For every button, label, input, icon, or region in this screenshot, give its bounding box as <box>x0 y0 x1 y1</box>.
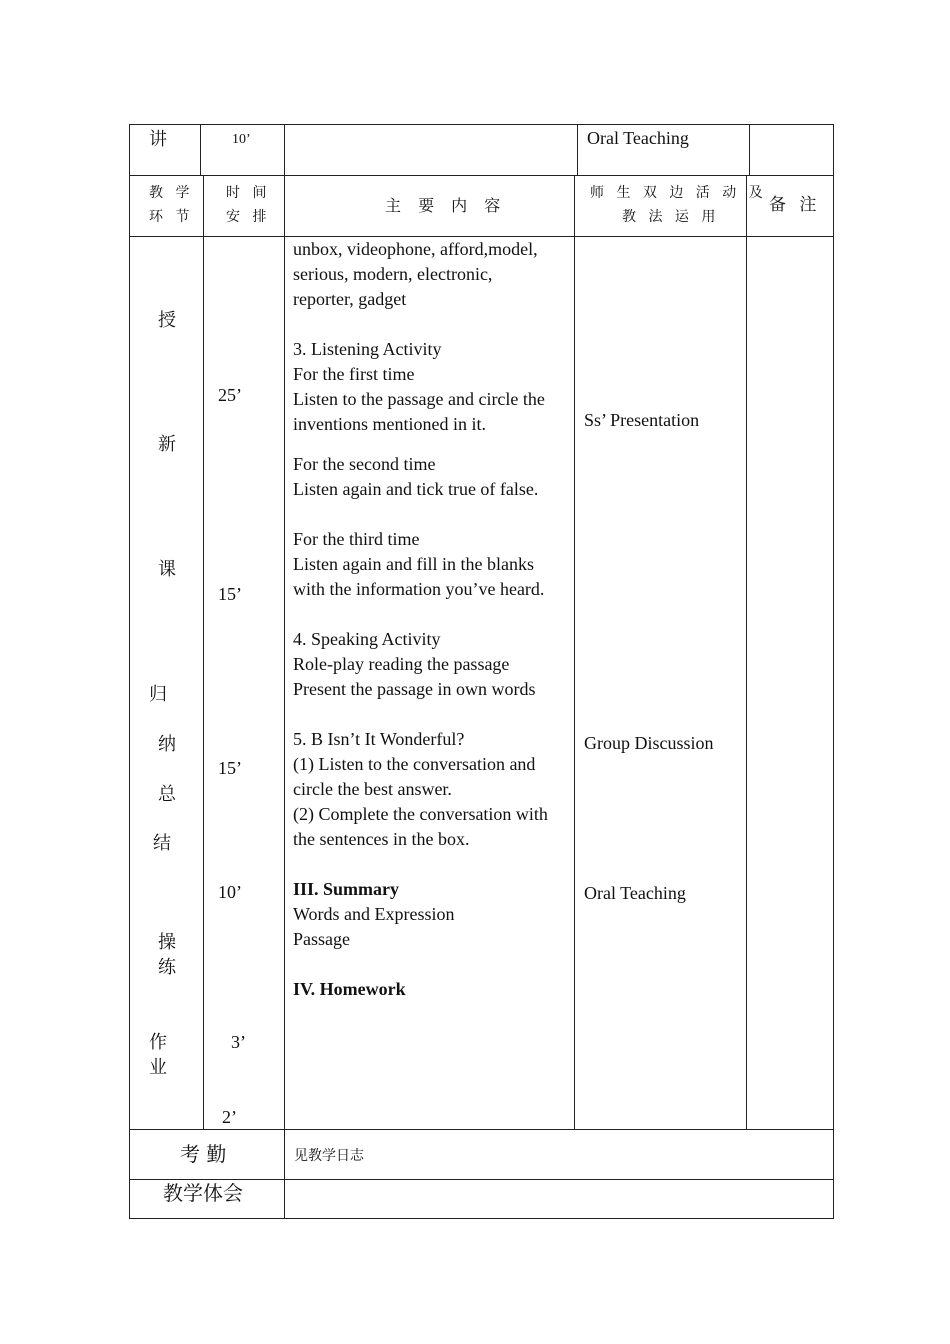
stage-char: 课 <box>158 559 176 580</box>
header-stage-line1: 教 学 <box>149 185 194 201</box>
top-row-section: 讲 <box>149 129 167 150</box>
stage-char: 作 <box>149 1032 167 1053</box>
stage-char: 纳 <box>158 734 176 755</box>
column-divider <box>200 124 201 176</box>
column-divider <box>203 175 204 1130</box>
vocab-line: reporter, gadget <box>293 289 407 309</box>
summary-title: III. Summary <box>293 879 400 899</box>
header-notes: 备 注 <box>769 195 821 215</box>
third-time-label: For the third time <box>293 529 420 549</box>
speaking-task-line: Present the passage in own words <box>293 679 536 699</box>
row-divider <box>129 1179 834 1180</box>
time-value: 10’ <box>218 882 242 902</box>
activity-item: Group Discussion <box>584 733 714 753</box>
third-task-line: Listen again and fill in the blanks <box>293 554 534 574</box>
speaking-task-line: Role-play reading the passage <box>293 654 510 674</box>
row-divider <box>129 175 834 176</box>
summary-item: Words and Expression <box>293 904 455 924</box>
first-time-label: For the first time <box>293 364 415 384</box>
header-activity-line2: 教 法 运 用 <box>622 209 720 225</box>
time-value: 15’ <box>218 584 242 604</box>
third-task-line: with the information you’ve heard. <box>293 579 545 599</box>
attendance-value: 见教学日志 <box>294 1148 364 1164</box>
activity-item: Oral Teaching <box>584 883 686 903</box>
time-value: 2’ <box>222 1107 237 1127</box>
stage-char: 授 <box>158 310 176 331</box>
stage-char: 新 <box>158 434 176 455</box>
table-border-right <box>833 124 834 1219</box>
column-divider <box>577 124 578 176</box>
time-value: 15’ <box>218 758 242 778</box>
homework-title: IV. Homework <box>293 979 406 999</box>
second-task-line: Listen again and tick true of false. <box>293 479 539 499</box>
table-border-top <box>129 124 834 125</box>
table-border-left <box>129 124 130 1219</box>
header-activity-line1: 师 生 双 边 活 动 及 <box>590 185 767 201</box>
column-divider <box>284 175 285 1219</box>
stage-char: 归 <box>149 684 167 705</box>
b-task-line: (1) Listen to the conversation and <box>293 754 536 774</box>
b-task-line: the sentences in the box. <box>293 829 470 849</box>
first-task-line: inventions mentioned in it. <box>293 414 486 434</box>
b-section-title: 5. B Isn’t It Wonderful? <box>293 729 465 749</box>
column-divider <box>574 175 575 1130</box>
top-row-method: Oral Teaching <box>587 128 689 148</box>
time-value: 3’ <box>231 1032 246 1052</box>
summary-item: Passage <box>293 929 350 949</box>
attendance-label: 考 勤 <box>180 1142 227 1166</box>
stage-char: 结 <box>153 833 171 854</box>
column-divider <box>746 175 747 1130</box>
column-divider <box>749 124 750 176</box>
speaking-title: 4. Speaking Activity <box>293 629 441 649</box>
stage-char: 练 <box>158 957 176 978</box>
vocab-line: unbox, videophone, afford,model, <box>293 239 538 259</box>
vocab-line: serious, modern, electronic, <box>293 264 493 284</box>
b-task-line: circle the best answer. <box>293 779 452 799</box>
header-time-line1: 时 间 <box>226 185 271 201</box>
b-task-line: (2) Complete the conversation with <box>293 804 548 824</box>
header-content: 主 要 内 容 <box>385 196 507 215</box>
table-border-bottom <box>129 1218 834 1219</box>
first-task-line: Listen to the passage and circle the <box>293 389 545 409</box>
column-divider <box>284 124 285 176</box>
header-stage-line2: 环 节 <box>149 209 194 225</box>
listening-title: 3. Listening Activity <box>293 339 442 359</box>
top-row-time: 10’ <box>232 132 251 147</box>
stage-char: 业 <box>149 1057 167 1078</box>
stage-char: 总 <box>158 784 176 805</box>
stage-char: 操 <box>158 932 176 953</box>
time-value: 25’ <box>218 385 242 405</box>
reflection-label: 教学体会 <box>163 1181 243 1205</box>
main-content <box>293 237 573 1002</box>
second-time-label: For the second time <box>293 454 436 474</box>
activity-item: Ss’ Presentation <box>584 410 700 430</box>
header-time-line2: 安 排 <box>226 209 271 225</box>
